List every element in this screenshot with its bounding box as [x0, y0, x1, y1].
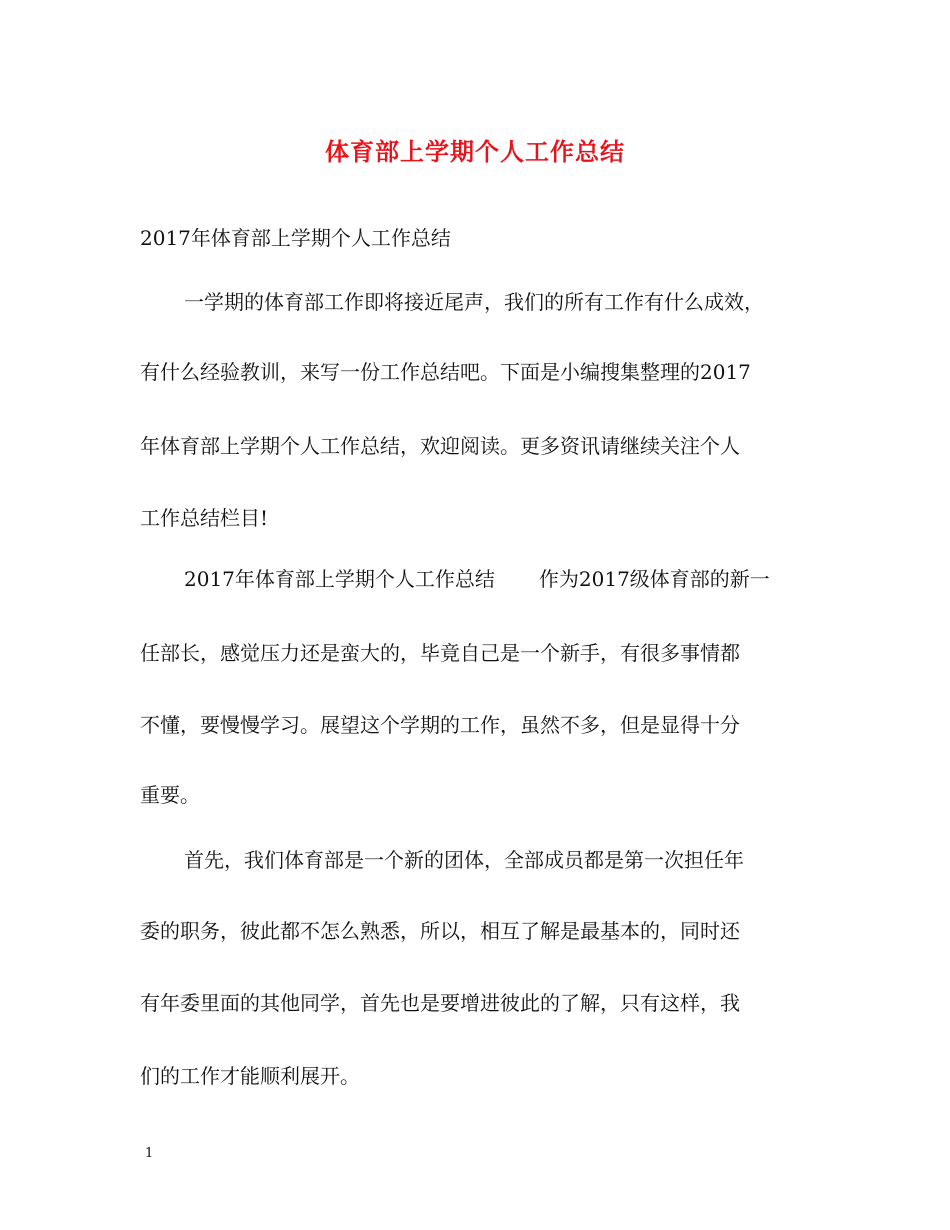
- paragraph-2-lead-continued: 作为2017级体育部的新一: [538, 567, 770, 591]
- paragraph-1-line-1: 一学期的体育部工作即将接近尾声，我们的所有工作有什么成效，: [184, 290, 764, 314]
- document-subtitle: 2017年体育部上学期个人工作总结: [140, 226, 451, 250]
- paragraph-2-line-3: 不懂，要慢慢学习。展望这个学期的工作，虽然不多，但是显得十分: [140, 713, 740, 737]
- paragraph-3-line-4: 们的工作才能顺利展开。: [140, 1064, 360, 1088]
- paragraph-1-line-2: 有什么经验教训，来写一份工作总结吧。下面是小编搜集整理的2017: [140, 360, 751, 384]
- paragraph-3-line-1: 首先，我们体育部是一个新的团体，全部成员都是第一次担任年: [184, 848, 744, 872]
- paragraph-3-line-2: 委的职务，彼此都不怎么熟悉，所以，相互了解是最基本的，同时还: [140, 919, 740, 943]
- paragraph-3-line-3: 有年委里面的其他同学，首先也是要增进彼此的了解，只有这样，我: [140, 991, 740, 1015]
- document-title: 体育部上学期个人工作总结: [325, 137, 625, 166]
- paragraph-1-line-3: 年体育部上学期个人工作总结，欢迎阅读。更多资讯请继续关注个人: [140, 434, 740, 458]
- paragraph-1-line-4: 工作总结栏目!: [140, 506, 269, 530]
- paragraph-2-line-1: [184, 563, 770, 592]
- page-number: 1: [145, 1146, 154, 1161]
- paragraph-2-line-4: 重要。: [140, 783, 200, 807]
- paragraph-2-line-2: 任部长，感觉压力还是蛮大的，毕竟自己是一个新手，有很多事情都: [140, 641, 740, 665]
- paragraph-2-lead: 2017年体育部上学期个人工作总结: [184, 567, 495, 591]
